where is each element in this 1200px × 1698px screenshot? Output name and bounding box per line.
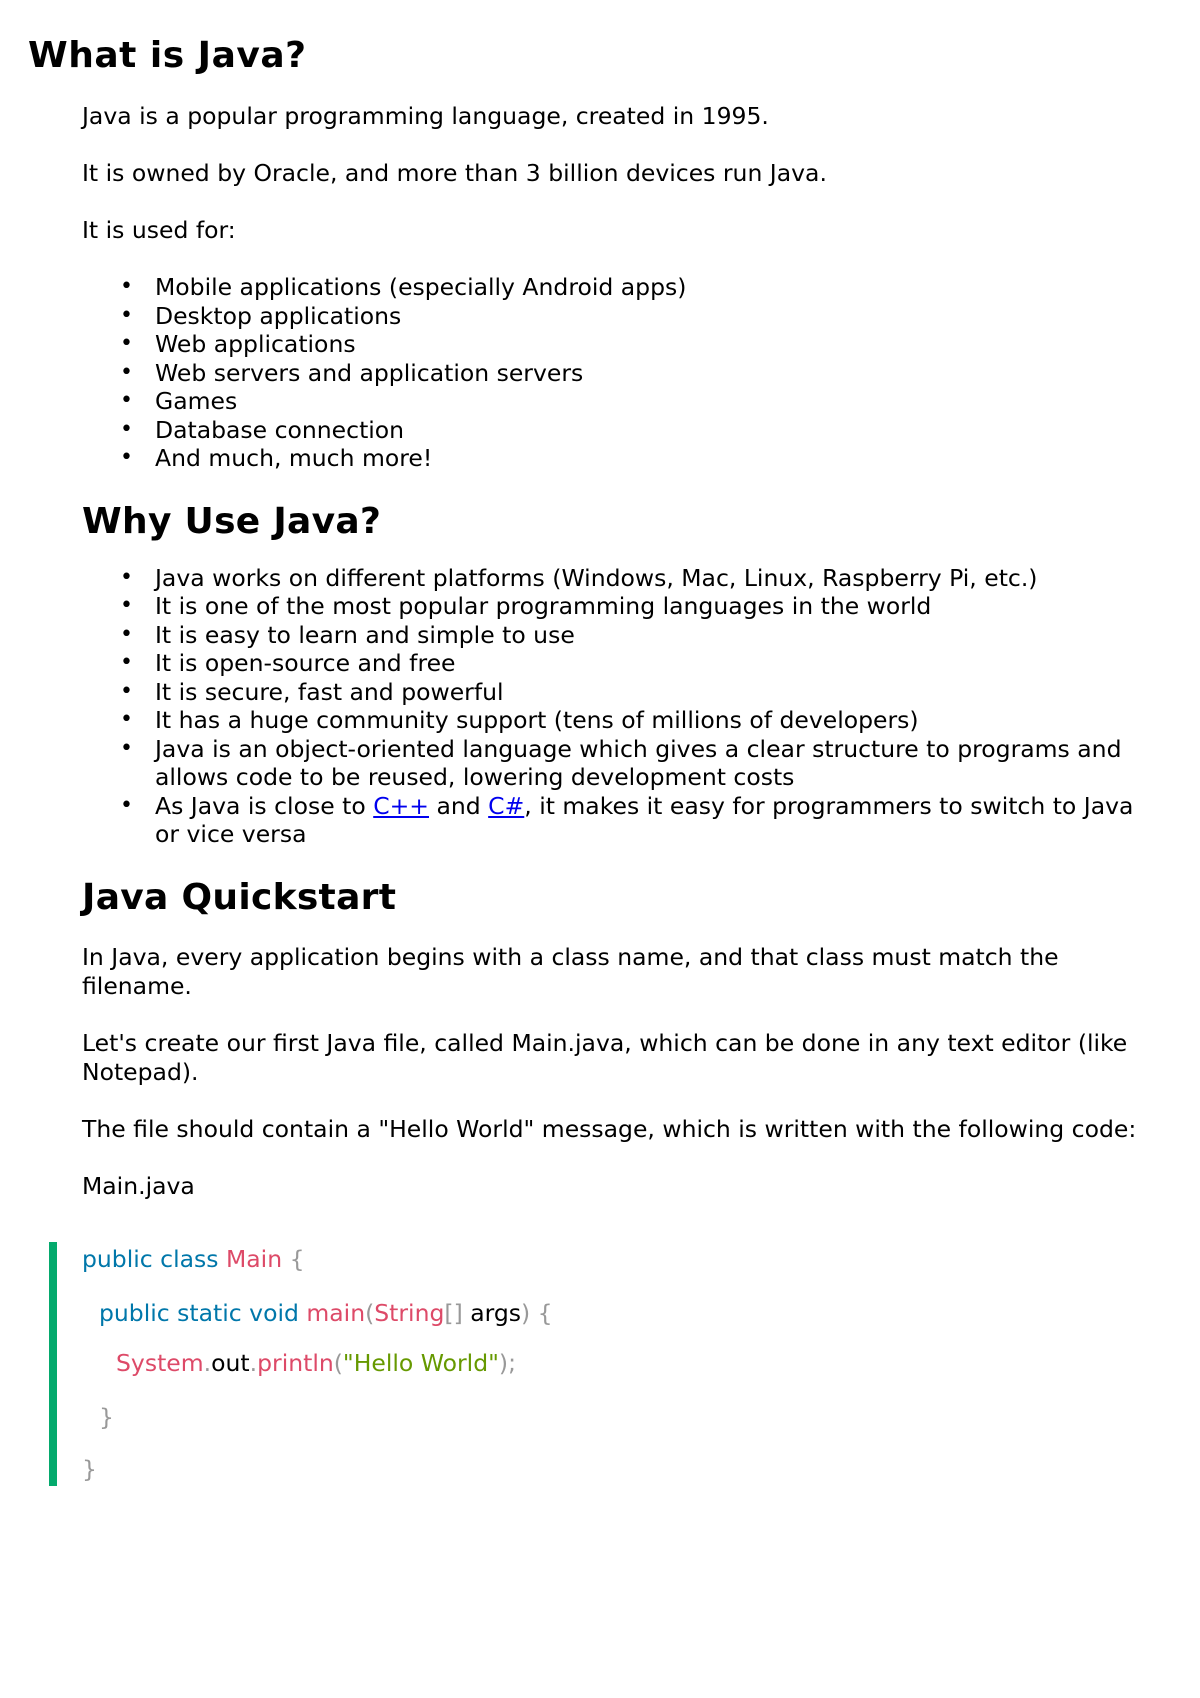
last-item-middle: and [429, 791, 489, 820]
list-item: • Java is an object-oriented language which gives a clear structure to programs and allows code to be reused, lowering development costs [120, 734, 1122, 791]
bullet-icon: • [120, 621, 133, 647]
list-item: • Web applications [120, 330, 356, 358]
bullet-icon: • [120, 564, 133, 590]
list-item: • Java works on different platforms (Windows, Mac, Linux, Raspberry Pi, etc.) [120, 563, 1038, 592]
list-item: • And much, much more! [120, 444, 433, 472]
page-title: What is Java? [28, 35, 307, 76]
bullet-icon: • [120, 792, 133, 818]
bullet-icon: • [120, 302, 133, 328]
article-content [82, 102, 1162, 1229]
intro-paragraph-2: It is owned by Oracle, and more than 3 billion devices run Java. [82, 159, 827, 187]
bullet-icon: • [120, 331, 133, 356]
why-list [82, 564, 1162, 849]
list-item: • It is secure, fast and powerful [120, 677, 504, 706]
uses-list [82, 273, 1162, 473]
list-item: • Web servers and application servers [120, 358, 584, 387]
intro-paragraph-3: It is used for: [82, 216, 236, 244]
code-line-5: } [82, 1455, 97, 1483]
code-line-2: public static void main(String[] args) { [99, 1299, 553, 1327]
bullet-icon: • [120, 359, 133, 385]
quickstart-paragraph-3: The file should contain a "Hello World" message, which is written with the following code: [82, 1114, 1137, 1143]
quickstart-paragraph-2: Let's create our first Java file, called Main.java, which can be done in any text editor (like Notepad). [82, 1028, 1128, 1086]
bullet-icon: • [120, 678, 133, 704]
code-example [49, 1242, 1157, 1486]
list-item: • It is easy to learn and simple to use [120, 620, 575, 649]
bullet-icon: • [120, 416, 133, 442]
file-label: Main.java [82, 1171, 195, 1200]
list-item: • Database connection [120, 415, 405, 444]
bullet-icon: • [120, 707, 133, 732]
code-line-1: public class Main { [82, 1245, 305, 1273]
cpp-link[interactable]: C++ [373, 791, 429, 820]
code-line-4: } [99, 1403, 114, 1431]
bullet-icon: • [120, 274, 133, 299]
bullet-icon: • [120, 445, 133, 470]
intro-paragraph-1: Java is a popular programming language, created in 1995. [82, 102, 769, 130]
bullet-icon: • [120, 650, 133, 675]
list-item: • It is open-source and free [120, 649, 456, 677]
csharp-link[interactable]: C# [488, 791, 525, 820]
quickstart-paragraph-1: In Java, every application begins with a class name, and that class must match the filename. [82, 942, 1059, 1000]
why-heading: Why Use Java? [82, 500, 382, 542]
bullet-icon: • [120, 593, 133, 618]
list-item: • Mobile applications (especially Android apps) [120, 273, 687, 301]
quickstart-heading: Java Quickstart [82, 876, 397, 918]
bullet-icon: • [120, 388, 133, 413]
code-line-3: System.out.println("Hello World"); [116, 1349, 517, 1377]
list-item: • Games [120, 387, 238, 415]
list-item: • It is one of the most popular programming languages in the world [120, 592, 932, 620]
list-item: • Desktop applications [120, 301, 402, 330]
list-item: • It has a huge community support (tens of millions of developers) [120, 706, 919, 734]
last-item-after: , it makes it easy for programmers to switch to Java or vice versa [155, 791, 1134, 848]
last-item-before: As Java is close to [155, 791, 374, 820]
list-item [82, 792, 1162, 849]
bullet-icon: • [120, 735, 133, 761]
